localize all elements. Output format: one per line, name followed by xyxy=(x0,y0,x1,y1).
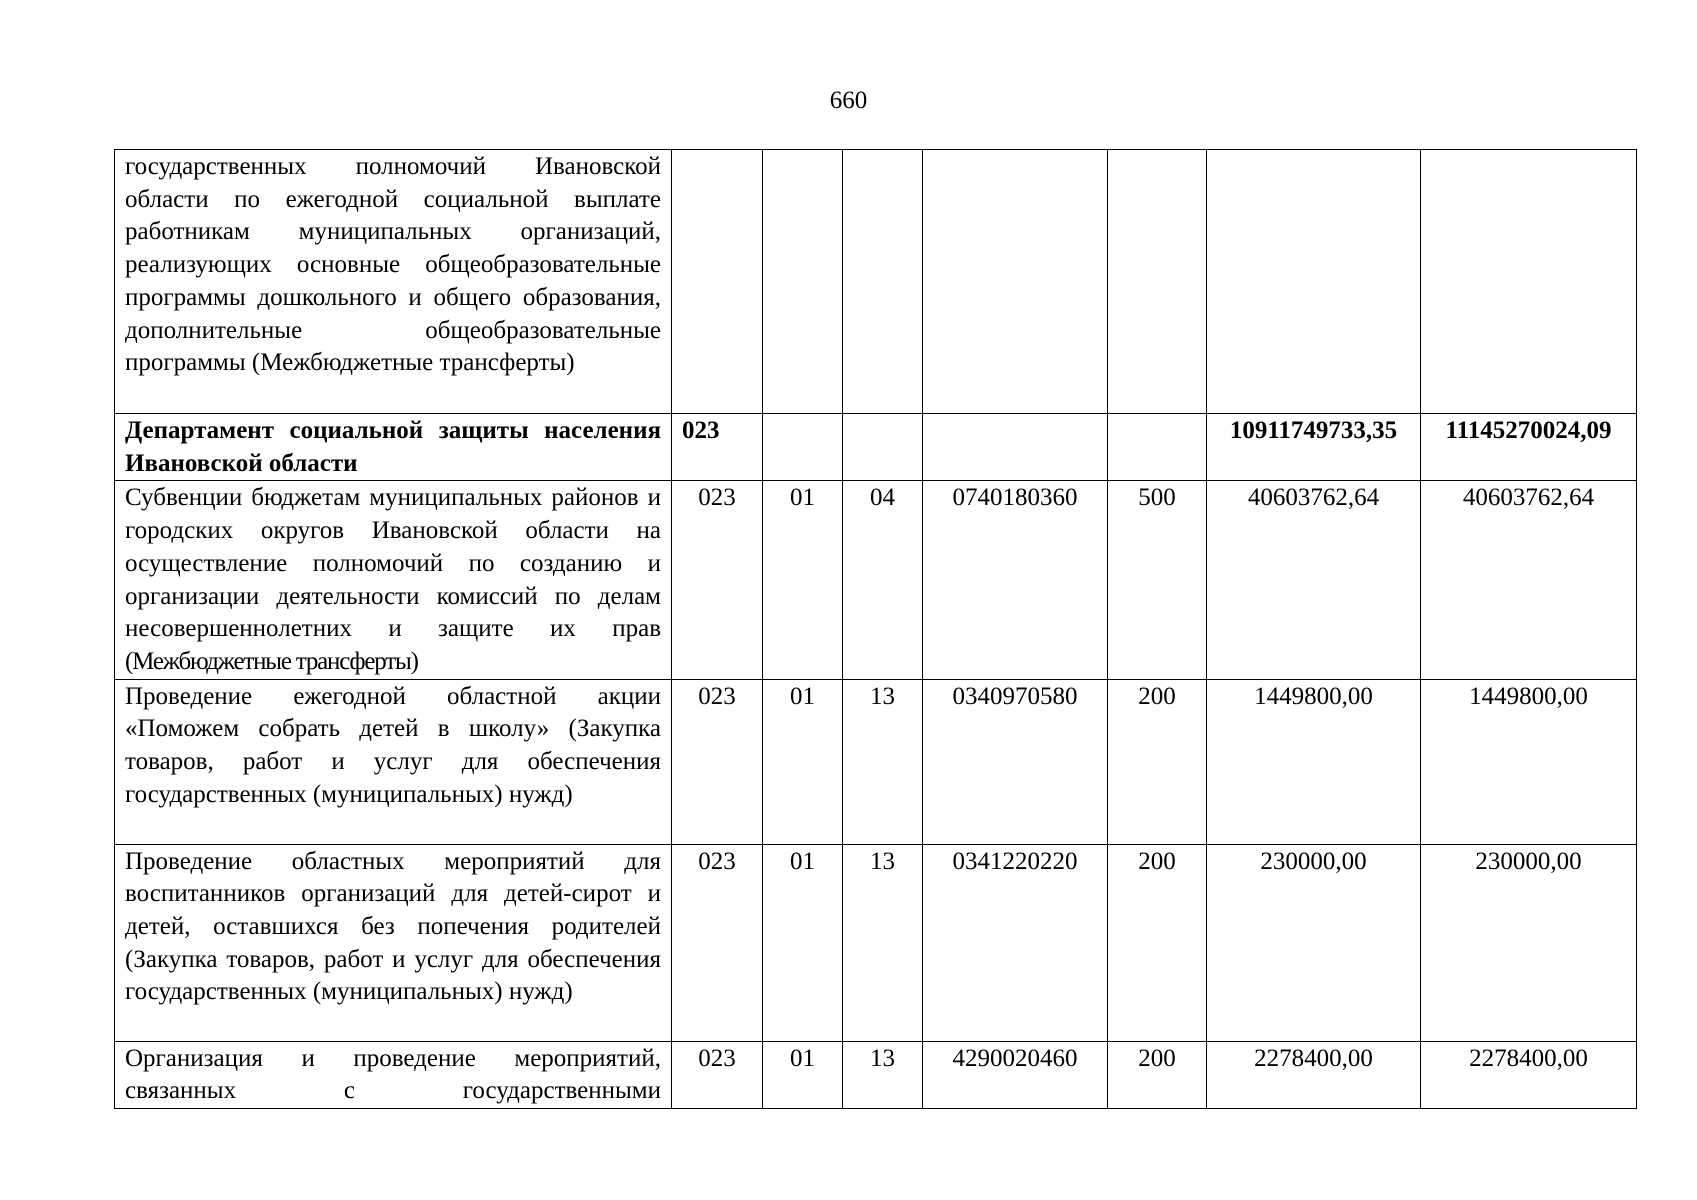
row-description: Проведение областных мероприятий для воспитанников организаций для детей-сирот и детей, оставшихся без попечения родителей (Закупка товаров, работ и услуг для обеспечения государственных (муниципальных) нужд) xyxy=(115,844,672,1041)
subsection-code xyxy=(843,414,923,481)
subsection-code: 04 xyxy=(843,481,923,679)
section-code: 01 xyxy=(763,844,843,1041)
table-row xyxy=(115,414,1637,481)
subsection-code: 13 xyxy=(843,844,923,1041)
sum-year-1: 40603762,64 xyxy=(1207,481,1421,679)
table-row xyxy=(115,679,1637,844)
target-article: 0340970580 xyxy=(923,679,1108,844)
description-tail: (Межбюджетные трансферты) xyxy=(125,647,418,675)
sum-year-1: 230000,00 xyxy=(1207,844,1421,1041)
sum-year-2: 230000,00 xyxy=(1421,844,1637,1041)
sum-year-1: 1449800,00 xyxy=(1207,679,1421,844)
section-code: 01 xyxy=(763,679,843,844)
subsection-code: 13 xyxy=(843,679,923,844)
sum-year-2 xyxy=(1421,150,1637,414)
expense-type xyxy=(1108,414,1207,481)
section-code xyxy=(763,414,843,481)
row-description: государственных полномочий Ивановской области по ежегодной социальной выплате работникам муниципальных организаций, реализующих основные общеобразовательные программы дошкольного и общего образования, дополнительные общеобразовательные программы (Межбюджетные трансферты) xyxy=(115,150,672,414)
expense-type: 200 xyxy=(1108,679,1207,844)
expense-type: 200 xyxy=(1108,844,1207,1041)
sum-year-2: 1449800,00 xyxy=(1421,679,1637,844)
target-article xyxy=(923,414,1108,481)
ministry-code: 023 xyxy=(672,481,763,679)
section-code: 01 xyxy=(763,1041,843,1108)
table-row xyxy=(115,150,1637,414)
target-article: 0740180360 xyxy=(923,481,1108,679)
ministry-code: 023 xyxy=(672,1041,763,1108)
row-description: Организация и проведение мероприятий, связанных с государственными xyxy=(115,1041,672,1108)
target-article: 4290020460 xyxy=(923,1041,1108,1108)
ministry-code xyxy=(672,150,763,414)
sum-year-1 xyxy=(1207,150,1421,414)
sum-year-2: 2278400,00 xyxy=(1421,1041,1637,1108)
row-description xyxy=(115,481,672,679)
table-row xyxy=(115,481,1637,679)
section-code xyxy=(763,150,843,414)
row-description: Департамент социальной защиты населения Ивановской области xyxy=(115,414,672,481)
ministry-code: 023 xyxy=(672,844,763,1041)
table-row xyxy=(115,1041,1637,1108)
description-main: Субвенции бюджетам муниципальных районов и городских округов Ивановской области на осуществление полномочий по созданию и организации деятельности комиссий по делам несовершеннолетних и защите их прав xyxy=(125,484,661,643)
sum-year-1: 10911749733,35 xyxy=(1207,414,1421,481)
subsection-code: 13 xyxy=(843,1041,923,1108)
sum-year-2: 40603762,64 xyxy=(1421,481,1637,679)
subsection-code xyxy=(843,150,923,414)
target-article xyxy=(923,150,1108,414)
sum-year-1: 2278400,00 xyxy=(1207,1041,1421,1108)
expense-type: 200 xyxy=(1108,1041,1207,1108)
page-number: 660 xyxy=(829,87,868,114)
budget-table xyxy=(114,149,1637,1109)
ministry-code: 023 xyxy=(672,679,763,844)
sum-year-2: 11145270024,09 xyxy=(1421,414,1637,481)
expense-type xyxy=(1108,150,1207,414)
row-description: Проведение ежегодной областной акции «Поможем собрать детей в школу» (Закупка товаров, работ и услуг для обеспечения государственных (муниципальных) нужд) xyxy=(115,679,672,844)
ministry-code: 023 xyxy=(672,414,763,481)
table-row xyxy=(115,844,1637,1041)
section-code: 01 xyxy=(763,481,843,679)
target-article: 0341220220 xyxy=(923,844,1108,1041)
expense-type: 500 xyxy=(1108,481,1207,679)
